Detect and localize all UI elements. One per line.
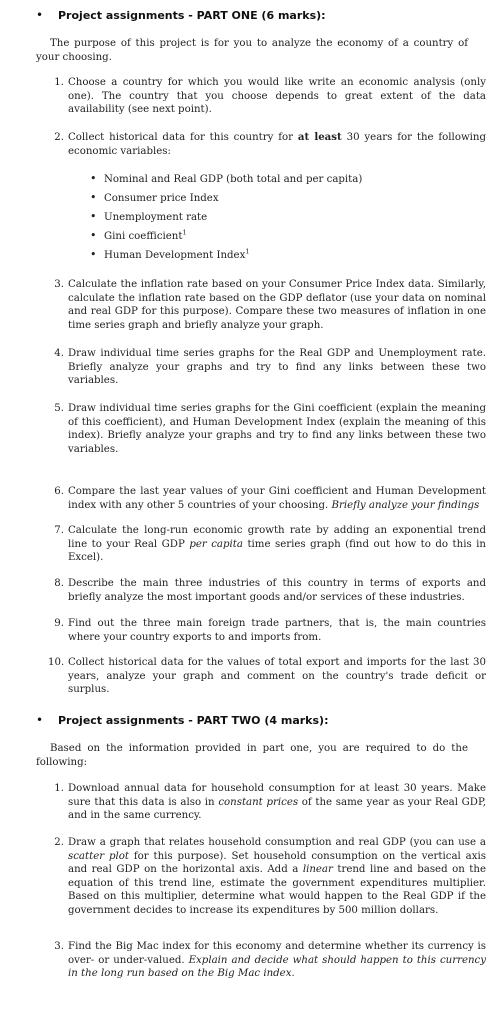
part-one-intro: The purpose of this project is for you to analyze the economy of a country of your choosing. bbox=[36, 38, 468, 63]
variable-item: • Unemployment rate bbox=[90, 210, 208, 223]
bullet-icon: • bbox=[90, 210, 97, 223]
part-one-heading: • Project assignments - PART ONE (6 marks): bbox=[36, 8, 326, 22]
part-two-intro: Based on the information provided in part one, you are required to do the following: bbox=[36, 743, 468, 768]
variable-item: • Consumer price Index bbox=[90, 191, 219, 204]
part-two-heading: • Project assignments - PART TWO (4 marks): bbox=[36, 713, 329, 727]
bullet-icon: • bbox=[90, 229, 97, 242]
variable-item: • Nominal and Real GDP (both total and per capita) bbox=[90, 172, 363, 185]
variable-item: • Gini coefficient$^1$ bbox=[90, 228, 187, 242]
bullet-icon: • bbox=[36, 8, 44, 22]
bullet-icon: • bbox=[90, 172, 97, 185]
variable-item: • Human Development Index$^1$ bbox=[90, 247, 250, 261]
bullet-icon: • bbox=[36, 713, 44, 727]
bullet-icon: • bbox=[90, 248, 97, 261]
bullet-icon: • bbox=[90, 191, 97, 204]
